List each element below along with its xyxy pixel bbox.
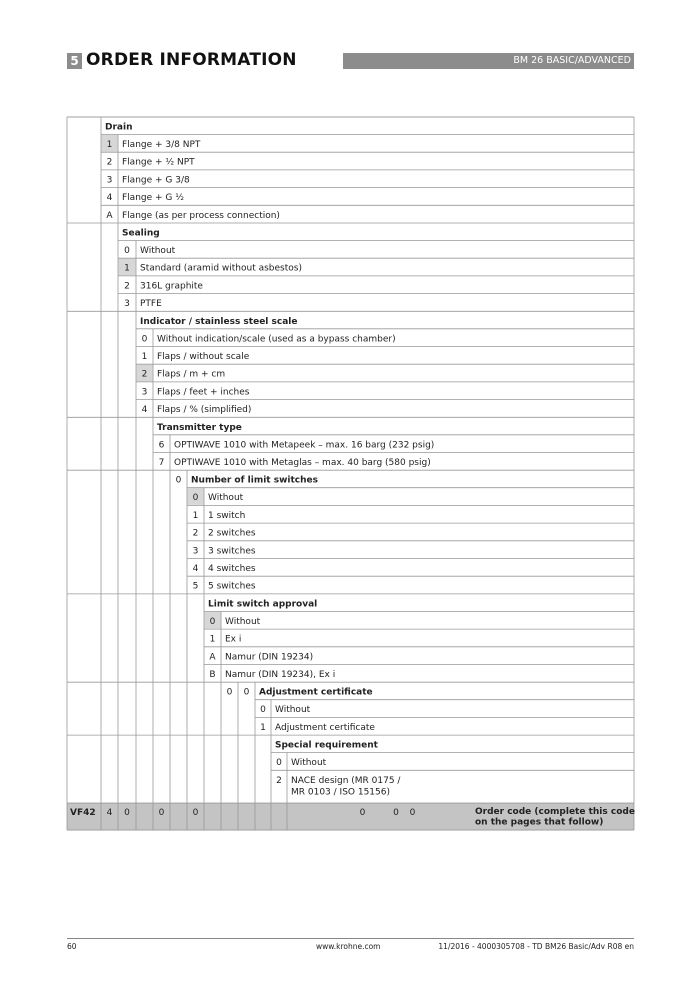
group-title: Transmitter type <box>157 422 242 433</box>
option-text: Ex i <box>225 634 242 645</box>
option-text: 2 switches <box>208 528 256 539</box>
order-code-label-line2: on the pages that follow) <box>475 817 604 828</box>
option-code: 6 <box>158 440 165 451</box>
option-code: 3 <box>141 387 148 398</box>
order-digit: 0 <box>158 808 165 819</box>
option-text: Flaps / feet + inches <box>157 387 250 398</box>
option-code: 0 <box>141 334 148 345</box>
option-text: Without <box>275 705 311 716</box>
option-text: Without indication/scale (used as a bypass chamber) <box>157 334 396 345</box>
option-code: 0 <box>260 705 266 716</box>
page-number: 60 <box>67 942 77 951</box>
group-title: Adjustment certificate <box>259 687 373 698</box>
group-title: Limit switch approval <box>208 599 318 610</box>
group-title: Sealing <box>122 228 160 239</box>
option-text: Without <box>140 246 176 256</box>
option-text: Flaps / m + cm <box>157 369 226 380</box>
option-code: 3 <box>192 546 199 557</box>
option-text: Flaps / without scale <box>157 352 250 362</box>
option-text: Flange (as per process connection) <box>122 210 280 221</box>
group-title: Indicator / stainless steel scale <box>140 316 298 327</box>
order-digit: 0 <box>393 808 399 819</box>
prefix-code: 0 <box>243 687 250 698</box>
option-text: Namur (DIN 19234) <box>225 652 314 663</box>
option-code: 5 <box>192 581 199 592</box>
option-code: 4 <box>141 405 148 416</box>
option-code: 1 <box>192 510 199 521</box>
option-code: A <box>209 652 216 663</box>
option-code: 0 <box>209 616 216 627</box>
option-code: 1 <box>106 140 113 150</box>
option-code: 4 <box>106 193 113 204</box>
option-code: 2 <box>276 775 282 786</box>
option-code: 1 <box>141 352 148 362</box>
order-digit: 0 <box>192 808 199 819</box>
footer-doc-ref: 11/2016 - 4000305708 - TD BM26 Basic/Adv R08 en <box>438 942 634 951</box>
option-code: A <box>106 210 113 221</box>
option-text: OPTIWAVE 1010 with Metapeek – max. 16 barg (232 psig) <box>174 440 435 451</box>
option-code: 2 <box>141 369 148 380</box>
option-text: 4 switches <box>208 564 256 574</box>
option-text: Without <box>291 758 327 769</box>
option-code: 2 <box>124 281 130 292</box>
option-code: 1 <box>124 263 130 274</box>
option-text: Namur (DIN 19234), Ex i <box>225 670 336 680</box>
option-code: 0 <box>124 246 130 256</box>
option-text: 5 switches <box>208 581 256 592</box>
order-digit: 0 <box>359 808 366 819</box>
option-text: Flange + G 3/8 <box>122 175 190 186</box>
option-code: 4 <box>192 564 199 574</box>
option-text: PTFE <box>140 299 162 310</box>
option-text-line2: MR 0103 / ISO 15156) <box>291 787 390 798</box>
footer-rule <box>67 938 634 939</box>
option-text: Adjustment certificate <box>275 722 375 733</box>
prefix-code: 0 <box>226 687 233 698</box>
option-text: Flaps / % (simplified) <box>157 405 252 416</box>
option-code: 0 <box>276 758 282 769</box>
option-code: 0 <box>192 493 199 504</box>
option-code: 2 <box>106 157 113 168</box>
option-text: 1 switch <box>208 510 246 521</box>
group-title: Special requirement <box>275 740 378 751</box>
section-title: ORDER INFORMATION <box>86 50 297 70</box>
model-name: BM 26 BASIC/ADVANCED <box>513 55 631 66</box>
footer-url: www.krohne.com <box>316 942 381 951</box>
option-text: OPTIWAVE 1010 with Metaglas – max. 40 barg (580 psig) <box>174 458 431 468</box>
option-code: B <box>209 670 216 680</box>
option-text: NACE design (MR 0175 / <box>291 775 401 786</box>
option-text: 3 switches <box>208 546 256 557</box>
option-text: Flange + G ½ <box>122 193 184 204</box>
group-title: Number of limit switches <box>191 475 318 486</box>
option-text: Without <box>208 493 244 504</box>
section-number: 5 <box>67 53 82 69</box>
option-code: 3 <box>124 299 130 310</box>
group-title: Drain <box>105 122 133 133</box>
order-digit: 0 <box>124 808 130 819</box>
order-code-label: Order code (complete this code <box>475 807 635 818</box>
option-code: 1 <box>260 722 266 733</box>
option-code: 1 <box>209 634 216 645</box>
prefix-code: 0 <box>175 475 182 486</box>
option-text: 316L graphite <box>140 281 203 292</box>
option-code: 3 <box>106 175 113 186</box>
order-prefix: VF42 <box>70 808 96 819</box>
option-text: Without <box>225 616 261 627</box>
option-text: Flange + 3/8 NPT <box>122 140 201 150</box>
order-digit: 4 <box>106 808 113 819</box>
option-code: 7 <box>158 458 165 468</box>
order-digit: 0 <box>409 808 416 819</box>
option-text: Flange + ½ NPT <box>122 157 195 168</box>
option-text: Standard (aramid without asbestos) <box>140 263 302 274</box>
option-code: 2 <box>192 528 199 539</box>
